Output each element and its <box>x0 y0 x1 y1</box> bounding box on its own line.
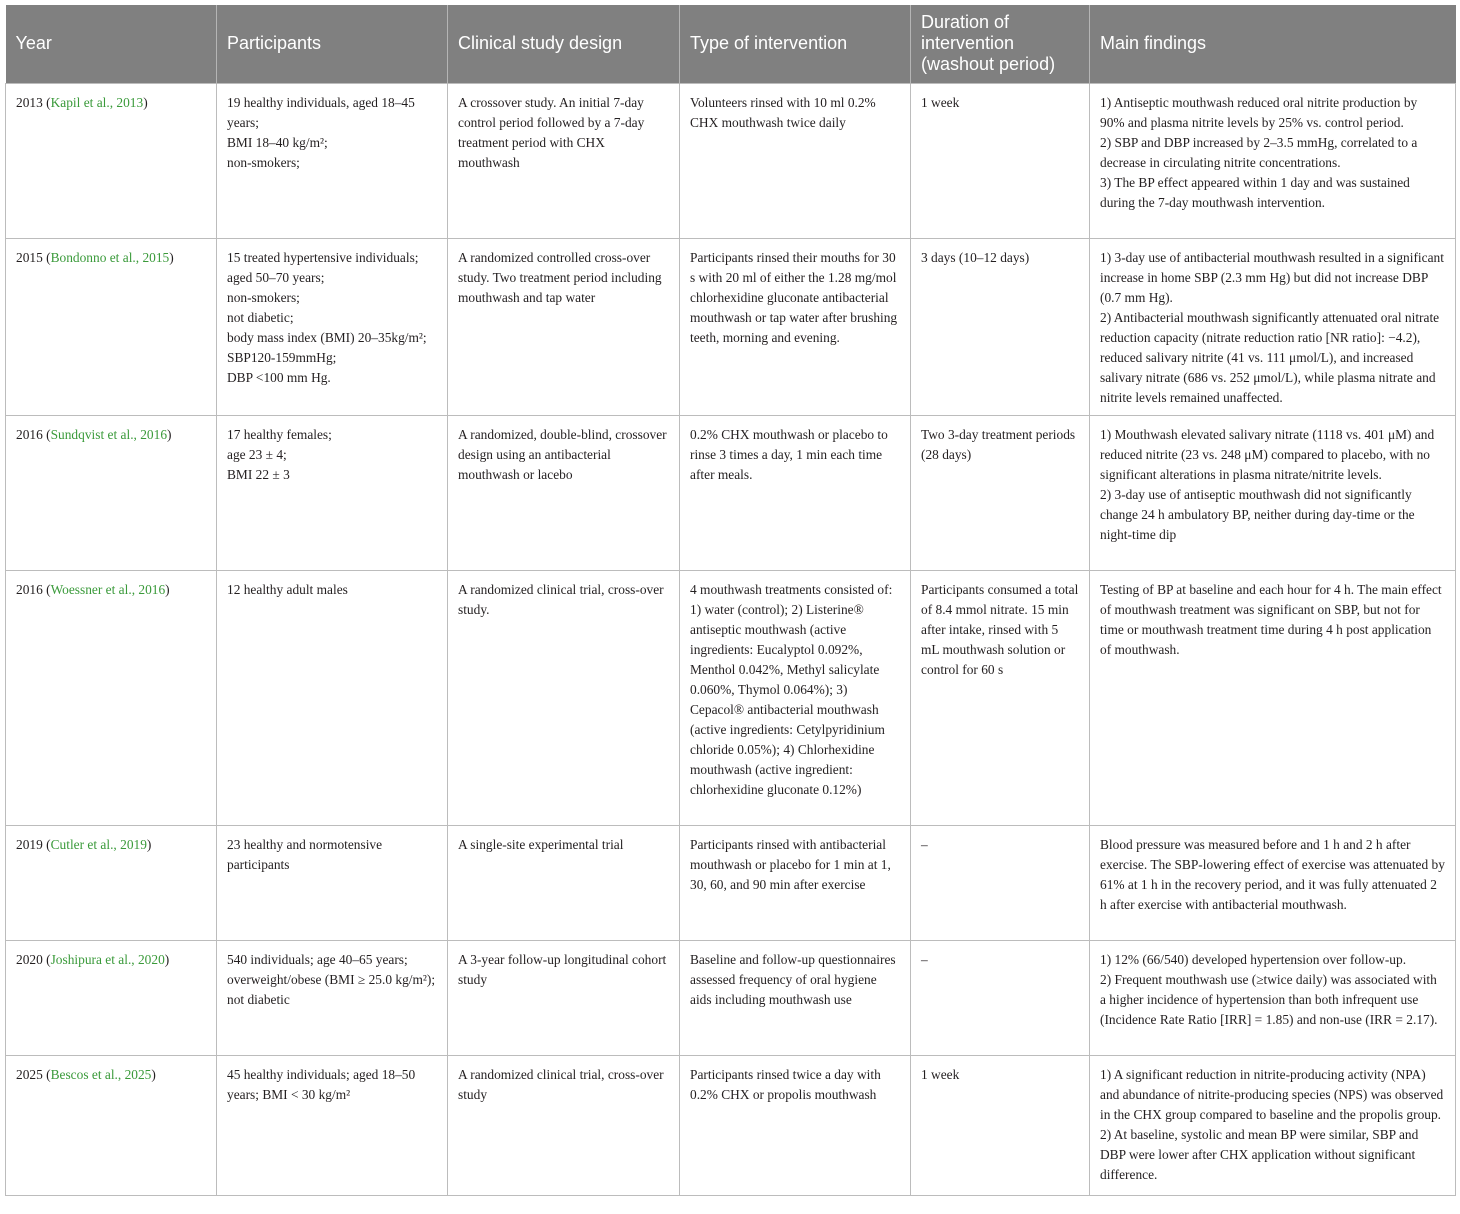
cell-participants <box>217 826 448 941</box>
participants-line: BMI 18–40 kg/m²; <box>227 135 328 150</box>
finding-item: 3) The BP effect appeared within 1 day and was sustained during the 7-day mouthwash intervention. <box>1100 175 1410 210</box>
cell-year: 2020 (Joshipura et al., 2020) <box>6 941 217 1056</box>
finding-item: 1) A significant reduction in nitrite-producing activity (NPA) and abundance of nitrite-producing species (NPS) was observed in the CHX group compared to baseline and the propolis group. <box>1100 1067 1444 1122</box>
cell-findings <box>1090 84 1456 239</box>
participants-line: body mass index (BMI) 20–35kg/m²; <box>227 330 427 345</box>
cell-intervention: 4 mouthwash treatments consisted of: 1) water (control); 2) Listerine® antiseptic mouthwash (active ingredients: Eucalyptol 0.092%, Menthol 0.042%, Methyl salicylate 0.060%, Thymol 0.064%); 3) Cepacol® antibacterial mouthwash (active ingredients: Cetylpyridinium chloride 0.05%); 4) Chlorhexidine mouthwash (active ingredient: chlorhexidine gluconate 0.12%) <box>680 571 911 826</box>
cell-duration: – <box>911 941 1090 1056</box>
cell-year: 2015 (Bondonno et al., 2015) <box>6 239 217 416</box>
cell-year: 2016 (Woessner et al., 2016) <box>6 571 217 826</box>
cell-design: A 3-year follow-up longitudinal cohort study <box>448 941 680 1056</box>
year-value: 2020 <box>16 952 43 967</box>
cell-participants <box>217 239 448 416</box>
table-row <box>6 84 1456 239</box>
header-duration: Duration of intervention (washout period) <box>911 5 1090 84</box>
header-findings: Main findings <box>1090 5 1456 84</box>
cell-year: 2025 (Bescos et al., 2025) <box>6 1056 217 1196</box>
participants-line: age 23 ± 4; <box>227 447 287 462</box>
year-value: 2025 <box>16 1067 43 1082</box>
participants-line: 540 individuals; age 40–65 years; overweight/obese (BMI ≥ 25.0 kg/m²); not diabetic <box>227 952 436 1007</box>
cell-duration: 1 week <box>911 84 1090 239</box>
table-row <box>6 1056 1456 1196</box>
finding-item: 2) SBP and DBP increased by 2–3.5 mmHg, correlated to a decrease in circulating nitrite concentrations. <box>1100 135 1418 170</box>
finding-item: 2) Frequent mouthwash use (≥twice daily) was associated with a higher incidence of hypertension than both infrequent use (Incidence Rate Ratio [IRR] = 1.85) and non-use (IRR = 2.17). <box>1100 972 1438 1027</box>
cell-design: A crossover study. An initial 7-day control period followed by a 7-day treatment period with CHX mouthwash <box>448 84 680 239</box>
cell-year: 2016 (Sundqvist et al., 2016) <box>6 416 217 571</box>
finding-item: 2) At baseline, systolic and mean BP were similar, SBP and DBP were lower after CHX application without significant difference. <box>1100 1127 1419 1182</box>
participants-line: 15 treated hypertensive individuals; aged 50–70 years; <box>227 250 419 285</box>
cell-year: 2019 (Cutler et al., 2019) <box>6 826 217 941</box>
participants-line: DBP <100 mm Hg. <box>227 370 331 385</box>
finding-item: 2) Antibacterial mouthwash significantly attenuated oral nitrate reduction capacity (nitrate reduction ratio [NR ratio]: −4.2), reduced salivary nitrite (41 vs. 111 μmol/L), and increased salivary nitrate (686 vs. 252 μmol/L), while plasma nitrate and nitrite levels remained unaffected. <box>1100 310 1440 405</box>
studies-table <box>5 5 1456 1196</box>
table-row <box>6 239 1456 416</box>
finding-item: 2) 3-day use of antiseptic mouthwash did not significantly change 24 h ambulatory BP, neither during day-time or the night-time dip <box>1100 487 1415 542</box>
cell-design: A randomized controlled cross-over study. Two treatment period including mouthwash and tap water <box>448 239 680 416</box>
cell-participants <box>217 1056 448 1196</box>
table-row <box>6 941 1456 1056</box>
participants-line: 19 healthy individuals, aged 18–45 years; <box>227 95 415 130</box>
citation-link[interactable]: Bondonno et al., 2015 <box>50 250 170 265</box>
table-row <box>6 416 1456 571</box>
cell-year: 2013 (Kapil et al., 2013) <box>6 84 217 239</box>
cell-participants <box>217 84 448 239</box>
participants-line: 12 healthy adult males <box>227 582 348 597</box>
table-row <box>6 571 1456 826</box>
finding-item: Testing of BP at baseline and each hour for 4 h. The main effect of mouthwash treatment was significant on SBP, but not for time or mouthwash treatment time during 4 h post application of mouthwash. <box>1100 582 1442 657</box>
year-value: 2019 <box>16 837 43 852</box>
cell-design: A randomized clinical trial, cross-over study. <box>448 571 680 826</box>
cell-participants <box>217 571 448 826</box>
citation-link[interactable]: Bescos et al., 2025 <box>50 1067 152 1082</box>
year-value: 2013 <box>16 95 43 110</box>
year-value: 2016 <box>16 427 43 442</box>
participants-line: 45 healthy individuals; aged 18–50 years; BMI < 30 kg/m² <box>227 1067 416 1102</box>
cell-duration: Two 3-day treatment periods (28 days) <box>911 416 1090 571</box>
cell-intervention: Participants rinsed twice a day with 0.2% CHX or propolis mouthwash <box>680 1056 911 1196</box>
participants-line: 17 healthy females; <box>227 427 332 442</box>
cell-participants <box>217 416 448 571</box>
cell-findings <box>1090 239 1456 416</box>
cell-duration: 3 days (10–12 days) <box>911 239 1090 416</box>
citation-link[interactable]: Cutler et al., 2019 <box>50 837 147 852</box>
participants-line: non-smokers; <box>227 155 300 170</box>
cell-findings <box>1090 826 1456 941</box>
cell-duration: Participants consumed a total of 8.4 mmol nitrate. 15 min after intake, rinsed with 5 mL mouthwash solution or control for 60 s <box>911 571 1090 826</box>
cell-design: A single-site experimental trial <box>448 826 680 941</box>
cell-design: A randomized clinical trial, cross-over study <box>448 1056 680 1196</box>
finding-item: 1) Antiseptic mouthwash reduced oral nitrite production by 90% and plasma nitrite levels by 25% vs. control period. <box>1100 95 1418 130</box>
header-design: Clinical study design <box>448 5 680 84</box>
year-value: 2015 <box>16 250 43 265</box>
finding-item: Blood pressure was measured before and 1 h and 2 h after exercise. The SBP-lowering effect of exercise was attenuated by 61% at 1 h in the recovery period, and it was fully attenuated 2 h after exercise with antibacterial mouthwash. <box>1100 837 1445 912</box>
cell-design: A randomized, double-blind, crossover design using an antibacterial mouthwash or lacebo <box>448 416 680 571</box>
cell-findings <box>1090 416 1456 571</box>
year-value: 2016 <box>16 582 43 597</box>
header-intervention: Type of intervention <box>680 5 911 84</box>
finding-item: 1) Mouthwash elevated salivary nitrate (1118 vs. 401 μM) and reduced nitrite (23 vs. 248 μM) compared to placebo, with no significant alterations in plasma nitrate/nitrite levels. <box>1100 427 1435 482</box>
participants-line: non-smokers; <box>227 290 300 305</box>
cell-intervention: Participants rinsed with antibacterial mouthwash or placebo for 1 min at 1, 30, 60, and 90 min after exercise <box>680 826 911 941</box>
citation-link[interactable]: Woessner et al., 2016 <box>50 582 166 597</box>
cell-intervention: Volunteers rinsed with 10 ml 0.2% CHX mouthwash twice daily <box>680 84 911 239</box>
cell-intervention: 0.2% CHX mouthwash or placebo to rinse 3 times a day, 1 min each time after meals. <box>680 416 911 571</box>
table-body <box>6 84 1456 1196</box>
finding-item: 1) 3-day use of antibacterial mouthwash resulted in a significant increase in home SBP (2.3 mm Hg) but did not increase DBP (0.7 mm Hg). <box>1100 250 1444 305</box>
citation-link[interactable]: Joshipura et al., 2020 <box>50 952 165 967</box>
cell-findings <box>1090 941 1456 1056</box>
cell-intervention: Participants rinsed their mouths for 30 s with 20 ml of either the 1.28 mg/mol chlorhexidine gluconate antibacterial mouthwash or tap water after brushing teeth, morning and evening. <box>680 239 911 416</box>
participants-line: not diabetic; <box>227 310 294 325</box>
cell-duration: – <box>911 826 1090 941</box>
header-year: Year <box>6 5 217 84</box>
cell-findings <box>1090 571 1456 826</box>
cell-findings <box>1090 1056 1456 1196</box>
cell-duration: 1 week <box>911 1056 1090 1196</box>
cell-participants <box>217 941 448 1056</box>
header-row <box>6 5 1456 84</box>
finding-item: 1) 12% (66/540) developed hypertension over follow-up. <box>1100 952 1407 967</box>
header-participants: Participants <box>217 5 448 84</box>
cell-intervention: Baseline and follow-up questionnaires assessed frequency of oral hygiene aids including mouthwash use <box>680 941 911 1056</box>
table-row <box>6 826 1456 941</box>
participants-line: 23 healthy and normotensive participants <box>227 837 383 872</box>
participants-line: SBP120-159mmHg; <box>227 350 337 365</box>
citation-link[interactable]: Kapil et al., 2013 <box>50 95 144 110</box>
citation-link[interactable]: Sundqvist et al., 2016 <box>50 427 168 442</box>
participants-line: BMI 22 ± 3 <box>227 467 290 482</box>
